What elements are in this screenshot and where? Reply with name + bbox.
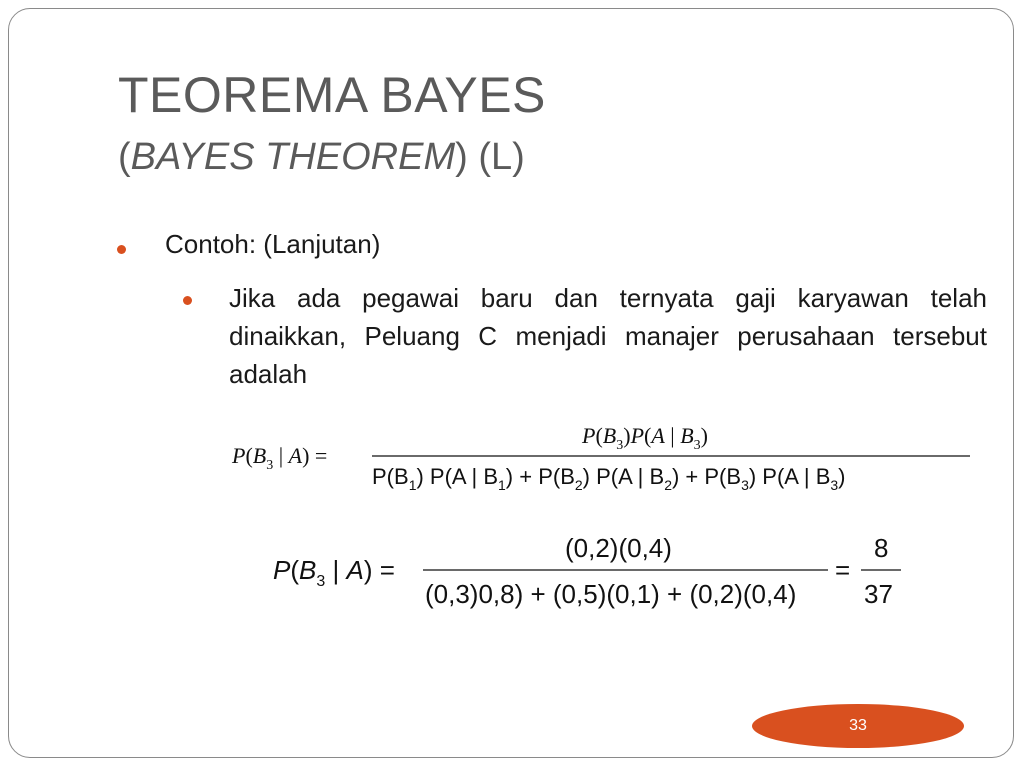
subtitle-close: ) (L): [455, 136, 525, 178]
formula2-numerator: (0,2)(0,4): [565, 533, 672, 563]
formula2-equals: =: [835, 555, 851, 585]
formula1-denominator: P(B1) P(A | B1) + P(B2) P(A | B2) + P(B3) P(A | B3): [372, 464, 846, 493]
formula2-denominator: (0,3)0,8) + (0,5)(0,1) + (0,2)(0,4): [425, 579, 797, 609]
formula2-lhs: P(B3 | A) =: [273, 555, 395, 590]
formula1-numerator: P(B3)P(A | B3): [582, 423, 708, 453]
subtitle-italic: BAYES THEOREM: [130, 136, 456, 178]
formula2-result-numerator: 8: [874, 533, 889, 563]
slide-title: TEOREMA BAYES: [118, 67, 546, 123]
subtitle-open: (: [118, 136, 131, 178]
bullet-text-contoh: Contoh: (Lanjutan): [165, 229, 381, 259]
formula2-result-denominator: 37: [864, 579, 893, 609]
formula1-lhs: P(B3 | A) =: [232, 443, 328, 473]
page-number-badge: 33: [752, 704, 964, 748]
bullet-text-paragraph: Jika ada pegawai baru dan ternyata gaji karyawan telah dinaikkan, Peluang C menjadi manajer perusahaan tersebut adalah: [229, 283, 987, 389]
